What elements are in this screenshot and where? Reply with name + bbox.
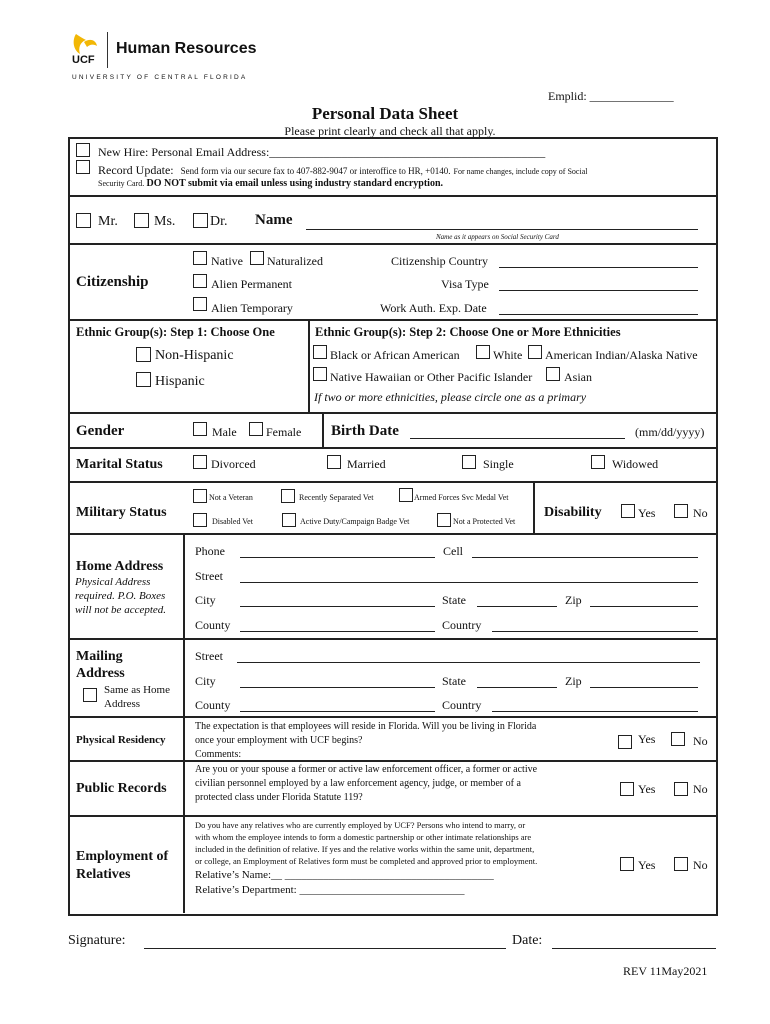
citizenship-country-input[interactable] [499, 267, 698, 268]
records-yes-checkbox[interactable] [620, 782, 634, 796]
birth-date-label: Birth Date [331, 423, 399, 439]
disability-label: Disability [544, 505, 602, 520]
ucf-logo [70, 28, 280, 84]
work-auth-input[interactable] [499, 314, 698, 315]
page-title: Personal Data Sheet [311, 104, 459, 123]
ms-label: Ms. [154, 214, 176, 229]
date-label: Date: [512, 933, 543, 948]
disabled-vet-checkbox[interactable] [193, 513, 207, 527]
female-label: Female [266, 425, 302, 439]
mailing-county-label: County [195, 698, 231, 712]
cell-input[interactable] [472, 557, 698, 558]
records-yes-label: Yes [638, 782, 656, 796]
records-line-2: civilian personnel employed by a law enforcement agency, judge, or member of a [195, 778, 521, 789]
records-line-1: Are you or your spouse a former or active law enforcement officer, a former or active [195, 764, 538, 775]
recently-separated-label: Recently Separated Vet [299, 493, 374, 502]
residency-yes-checkbox[interactable] [618, 735, 632, 749]
armed-forces-checkbox[interactable] [399, 488, 413, 502]
relatives-line-2: with whom the employee intends to form a domestic partnership or other intimate relationships are [195, 832, 532, 842]
mailing-state-input[interactable] [477, 687, 557, 688]
naturalized-checkbox[interactable] [250, 251, 264, 265]
record-update-checkbox[interactable] [76, 160, 90, 174]
relatives-label-2: Relatives [76, 867, 131, 882]
relative-dept-field[interactable]: Relative’s Department: ______________________________ [195, 884, 465, 896]
not-veteran-label: Not a Veteran [209, 493, 253, 502]
records-label: Public Records [76, 781, 167, 796]
native-label: Native [211, 254, 243, 268]
home-street-input[interactable] [240, 582, 698, 583]
residency-no-label: No [693, 734, 708, 748]
org-name: Human Resources [116, 40, 257, 57]
mailing-street-label: Street [195, 649, 223, 663]
active-duty-label: Active Duty/Campaign Badge Vet [300, 517, 410, 526]
disability-no-label: No [693, 506, 708, 520]
widowed-checkbox[interactable] [591, 455, 605, 469]
ethnic-step1-label: Ethnic Group(s): Step 1: Choose One [76, 325, 275, 339]
male-checkbox[interactable] [193, 422, 207, 436]
relative-name-field[interactable]: Relative’s Name:__ ______________________________________ [195, 869, 494, 881]
mailing-zip-input[interactable] [590, 687, 698, 688]
home-zip-label: Zip [565, 593, 582, 607]
alien-permanent-checkbox[interactable] [193, 274, 207, 288]
alien-permanent-label: Alien Permanent [211, 277, 292, 291]
not-protected-label: Not a Protected Vet [453, 517, 516, 526]
married-checkbox[interactable] [327, 455, 341, 469]
home-country-label: Country [442, 618, 482, 632]
home-city-label: City [195, 593, 216, 607]
disability-yes-checkbox[interactable] [621, 504, 635, 518]
divorced-checkbox[interactable] [193, 455, 207, 469]
hispanic-checkbox[interactable] [136, 372, 151, 387]
relatives-yes-checkbox[interactable] [620, 857, 634, 871]
home-street-label: Street [195, 569, 223, 583]
ms-checkbox[interactable] [134, 213, 149, 228]
record-update-label [98, 163, 587, 178]
home-county-input[interactable] [240, 631, 435, 632]
home-country-input[interactable] [492, 631, 698, 632]
same-as-home-checkbox[interactable] [83, 688, 97, 702]
mailing-street-input[interactable] [237, 662, 700, 663]
name-label: Name [255, 212, 293, 228]
ucf-mark: UCF [72, 54, 95, 66]
mailing-label-1: Mailing [76, 649, 123, 664]
military-label: Military Status [76, 505, 167, 520]
revision-label: REV 11May2021 [623, 964, 708, 978]
white-checkbox[interactable] [476, 345, 490, 359]
non-hispanic-checkbox[interactable] [136, 347, 151, 362]
alien-temporary-checkbox[interactable] [193, 297, 207, 311]
ethnic-note: If two or more ethnicities, please circle one as a primary [314, 390, 587, 404]
white-label: White [493, 348, 523, 362]
emplid-field[interactable]: Emplid: ______________ [548, 89, 674, 103]
home-address-label: Home Address [76, 559, 164, 574]
active-duty-checkbox[interactable] [282, 513, 296, 527]
cell-label: Cell [443, 544, 463, 558]
female-checkbox[interactable] [249, 422, 263, 436]
home-note-2: required. P.O. Boxes [75, 590, 166, 602]
home-city-input[interactable] [240, 606, 435, 607]
record-update-title: Record Update: [98, 163, 174, 177]
name-hint: Name as it appears on Social Security Card [436, 233, 559, 241]
signature-label: Signature: [68, 933, 126, 948]
disabled-vet-label: Disabled Vet [212, 517, 253, 526]
date-input[interactable] [552, 948, 716, 949]
mailing-state-label: State [442, 674, 466, 688]
non-hispanic-label: Non-Hispanic [155, 348, 234, 363]
record-update-small: For name changes, include copy of Social [453, 167, 588, 176]
widowed-label: Widowed [612, 457, 659, 471]
work-auth-label: Work Auth. Exp. Date [380, 301, 487, 315]
home-note-1: Physical Address [75, 576, 151, 588]
birth-date-input[interactable] [410, 438, 625, 439]
naturalized-label: Naturalized [267, 254, 323, 268]
records-line-3: protected class under Florida Statute 119? [195, 792, 363, 803]
mailing-city-input[interactable] [240, 687, 435, 688]
black-label: Black or African American [330, 348, 460, 362]
phone-label: Phone [195, 544, 225, 558]
armed-forces-label: Armed Forces Svc Medal Vet [414, 493, 509, 502]
not-veteran-checkbox[interactable] [193, 489, 207, 503]
visa-type-input[interactable] [499, 290, 698, 291]
relatives-no-checkbox[interactable] [674, 857, 688, 871]
not-protected-checkbox[interactable] [437, 513, 451, 527]
relatives-yes-label: Yes [638, 858, 656, 872]
residency-line-2: once your employment with UCF begins? [195, 735, 363, 746]
record-update-small2: Security Card. [98, 179, 145, 188]
native-checkbox[interactable] [193, 251, 207, 265]
male-label: Male [212, 425, 237, 439]
relatives-line-4: or college, an Employment of Relatives form must be completed and approved prior to employment. [195, 856, 538, 866]
mailing-zip-label: Zip [565, 674, 582, 688]
visa-type-label: Visa Type [441, 277, 489, 291]
phone-input[interactable] [240, 557, 435, 558]
residency-no-checkbox[interactable] [671, 732, 685, 746]
residency-label: Physical Residency [76, 734, 166, 746]
single-checkbox[interactable] [462, 455, 476, 469]
mailing-city-label: City [195, 674, 216, 688]
married-label: Married [347, 457, 386, 471]
citizenship-country-label: Citizenship Country [391, 254, 488, 268]
disability-no-checkbox[interactable] [674, 504, 688, 518]
logo-divider [107, 32, 108, 68]
gender-label: Gender [76, 423, 125, 439]
hawaiian-checkbox[interactable] [313, 367, 327, 381]
home-county-label: County [195, 618, 231, 632]
mailing-label-2: Address [76, 666, 125, 681]
mailing-country-input[interactable] [492, 711, 698, 712]
american-indian-label: American Indian/Alaska Native [545, 348, 698, 362]
warning-text: DO NOT submit via email unless using industry standard encryption. [146, 178, 444, 189]
university-name: UNIVERSITY OF CENTRAL FLORIDA [72, 74, 248, 81]
alien-temporary-label: Alien Temporary [211, 301, 293, 315]
marital-label: Marital Status [76, 457, 163, 472]
recently-separated-checkbox[interactable] [281, 489, 295, 503]
residency-line-1: The expectation is that employees will reside in Florida. Will you be living in Florida [195, 721, 537, 732]
new-hire-checkbox[interactable] [76, 143, 90, 157]
same-as-home-label-2: Address [104, 698, 141, 710]
home-state-label: State [442, 593, 466, 607]
mailing-country-label: Country [442, 698, 482, 712]
home-zip-input[interactable] [590, 606, 698, 607]
citizenship-label: Citizenship [76, 274, 149, 290]
dr-checkbox[interactable] [193, 213, 208, 228]
home-state-input[interactable] [477, 606, 557, 607]
page-subtitle: Please print clearly and check all that apply. [284, 124, 496, 138]
new-hire-label: New Hire: Personal Email Address:______________________________________________ [98, 145, 546, 159]
black-checkbox[interactable] [313, 345, 327, 359]
american-indian-checkbox[interactable] [528, 345, 542, 359]
relatives-label-1: Employment of [76, 849, 169, 864]
dr-label: Dr. [210, 214, 228, 229]
disability-yes-label: Yes [638, 506, 656, 520]
residency-yes-label: Yes [638, 732, 656, 746]
relatives-no-label: No [693, 858, 708, 872]
signature-input[interactable] [144, 948, 506, 949]
encryption-warning [146, 178, 443, 189]
relatives-line-3: included in the definition of relative. If yes and the relative works within the same unit, department, [195, 844, 535, 854]
record-update-text: Send form via our secure fax to 407-882-9047 or interoffice to HR, +0140. [180, 166, 451, 176]
single-label: Single [483, 457, 514, 471]
divorced-label: Divorced [211, 457, 256, 471]
same-as-home-label-1: Same as Home [104, 684, 170, 696]
records-no-label: No [693, 782, 708, 796]
asian-label: Asian [564, 370, 592, 384]
mailing-county-input[interactable] [240, 711, 435, 712]
record-update-cont [98, 178, 443, 189]
birth-date-format: (mm/dd/yyyy) [635, 425, 705, 439]
home-note-3: will not be accepted. [75, 604, 167, 616]
relatives-line-1: Do you have any relatives who are currently employed by UCF? Persons who intend to marry, or [195, 820, 526, 830]
records-no-checkbox[interactable] [674, 782, 688, 796]
hawaiian-label: Native Hawaiian or Other Pacific Islander [330, 370, 533, 384]
asian-checkbox[interactable] [546, 367, 560, 381]
mr-label: Mr. [98, 214, 118, 229]
hispanic-label: Hispanic [155, 374, 205, 389]
mr-checkbox[interactable] [76, 213, 91, 228]
residency-line-3: Comments: [195, 749, 242, 760]
ethnic-step2-label: Ethnic Group(s): Step 2: Choose One or More Ethnicities [315, 325, 621, 339]
name-input[interactable] [306, 229, 698, 230]
